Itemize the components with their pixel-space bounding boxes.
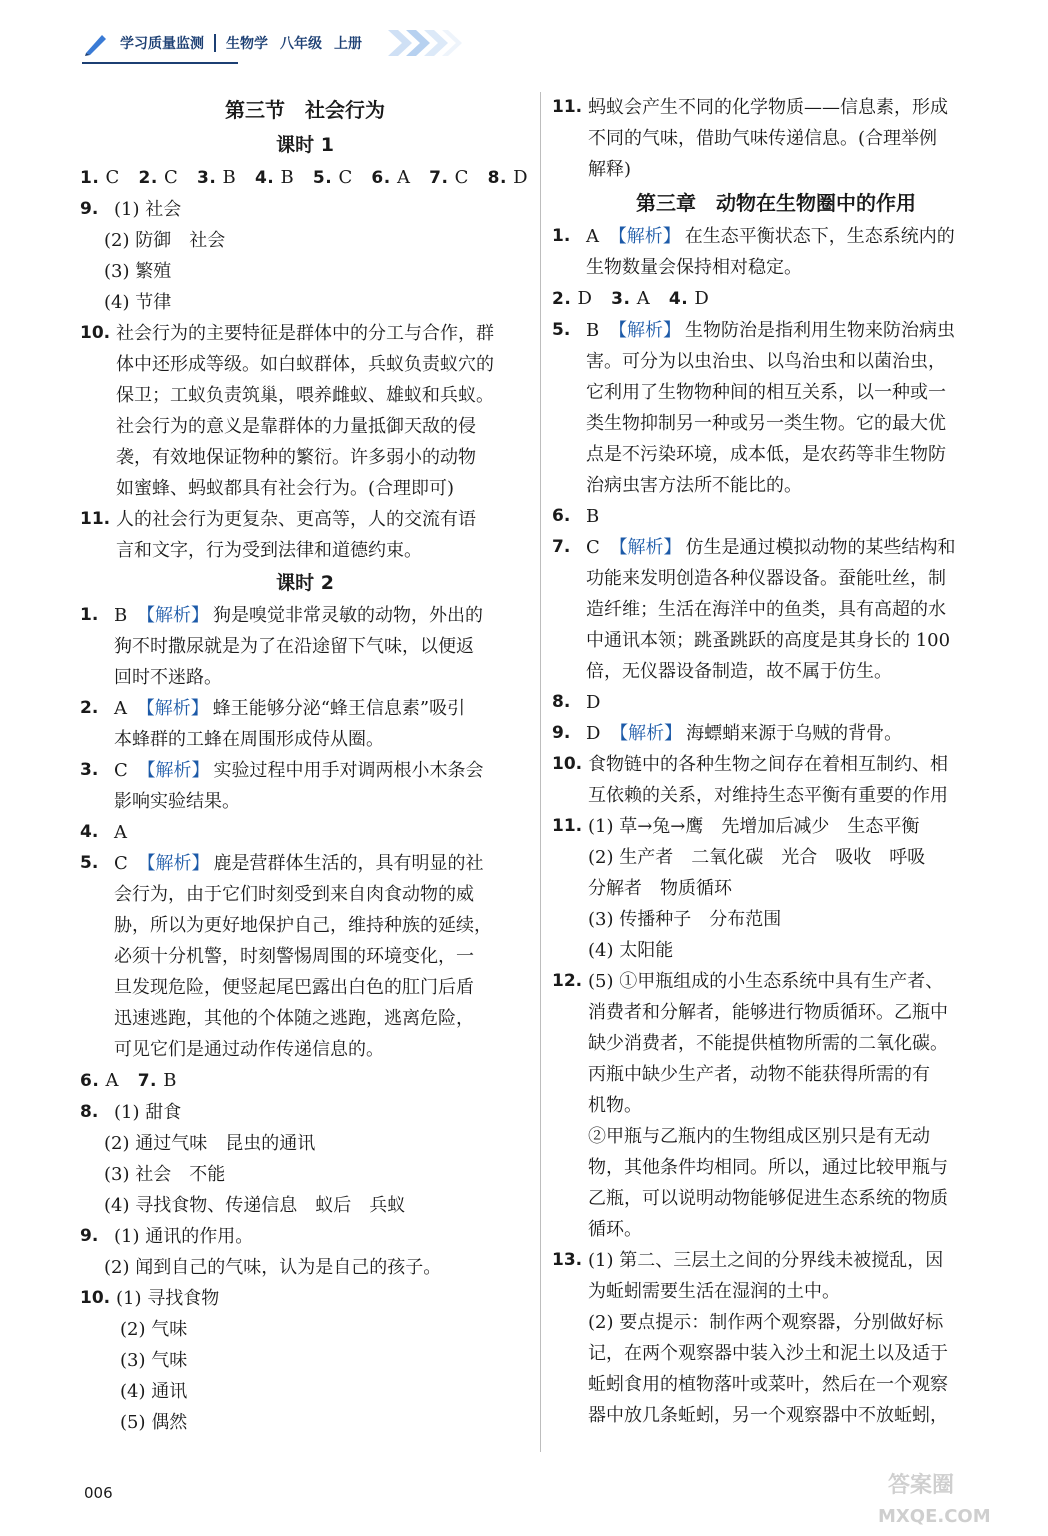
answer-line: (4) 寻找食物、传递信息 蚁后 兵蚁 [104, 1195, 406, 1216]
analysis-tag: 【解析】 [137, 760, 210, 781]
answer-line: (2) 气味 [120, 1319, 188, 1340]
lesson2-question-4: 4. A [80, 822, 127, 843]
analysis-tag: 【解析】 [136, 698, 209, 719]
mc-item: 3. B [197, 167, 237, 188]
mc-item: 4. D [668, 288, 710, 309]
chapter-question-12: 12. (5) ①甲瓶组成的小生态系统中具有生产者、 消费者和分解者，能够进行物质循环。乙瓶中 缺少消费者，不能提供植物所需的二氧化碳。 丙瓶中缺少生产者，动物不能获得所需的有 机物。 ②甲瓶与乙瓶内的生物组成区别只是有无动 物，其他条件均相同。所以，通过比较甲瓶与 乙瓶，可以说明动物能够促进生态系统的物质 循环。 [552, 971, 948, 1240]
mc-answers-row [552, 283, 1000, 315]
answer-line: (3) 社会 不能 [104, 1164, 226, 1185]
mc-answers-row [80, 162, 530, 194]
mc-item: 1. C [80, 167, 120, 188]
mc-item: 2. C [138, 167, 179, 188]
right-column [552, 92, 1000, 1431]
lesson2-title: 课时 2 [276, 572, 334, 594]
lesson1-title: 课时 1 [276, 134, 334, 156]
grade-label: 八年级 [280, 36, 322, 52]
left-column [80, 92, 530, 1438]
watermark-url: MXQE.COM [878, 1506, 991, 1527]
question-11: 11. 人的社会行为更复杂、更高等，人的交流有语 言和文字，行为受到法律和道德约束。 [80, 509, 476, 561]
book-meta [226, 33, 362, 53]
mc-item: 5. C [312, 167, 353, 188]
answer-line: (3) 繁殖 [104, 261, 172, 282]
lesson2-question-3: 3. C 【解析】 实验过程中用手对调两根小木条会 影响实验结果。 [80, 760, 484, 812]
lesson2-question-2: 2. A 【解析】 蜂王能够分泌“蜂王信息素”吸引 本蜂群的工蜂在周围形成侍从圈。 [80, 698, 466, 750]
header-underline [82, 62, 238, 64]
answer-line: (1) 社会 [114, 199, 182, 220]
chapter-title: 第三章 动物在生物圈中的作用 [636, 191, 916, 215]
chapter-question-1: 1. A 【解析】 在生态平衡状态下，生态系统内的 生物数量会保持相对稳定。 [552, 226, 955, 278]
mc-item: 8. D [487, 167, 529, 188]
header-separator [214, 34, 216, 52]
mc-item: 7. B [137, 1070, 177, 1091]
answer-line: (2) 闻到自己的气味，认为是自己的孩子。 [104, 1257, 442, 1278]
lesson2-question-1: 1. B 【解析】 狗是嗅觉非常灵敏的动物，外出的 狗不时撒尿就是为了在沿途留下气味，以便返 回时不迷路。 [80, 605, 483, 688]
answer-line: (4) 通讯 [120, 1381, 188, 1402]
mc-item: 3. A [611, 288, 651, 309]
mc-item: 4. B [254, 167, 295, 188]
mc-answers-row [80, 1065, 530, 1097]
analysis-tag: 【解析】 [608, 226, 681, 247]
question-9: 9. (1) 社会 [80, 194, 530, 225]
chapter-question-13: 13. (1) 第二、三层土之间的分界线未被搅乱，因 为蚯蚓需要生活在湿润的土中。 (2) 要点提示：制作两个观察器，分别做好标 记，在两个观察器中装入沙土和泥土以及适于 蚯蚓食用的植物落叶或菜叶，然后在一个观察 器中放几条蚯蚓，另一个观察器中不放蚯蚓， [552, 1250, 948, 1426]
column-divider [540, 92, 541, 1452]
chapter-question-10: 10. 食物链中的各种生物之间存在着相互制约、相 互依赖的关系，对维持生态平衡有重要的作用 [552, 754, 948, 806]
answer-line: (2) 防御 社会 [104, 230, 226, 251]
lesson2-question-9: 9. (1) 通讯的作用。 [80, 1226, 254, 1247]
lesson2-question-10: 10. (1) 寻找食物 [80, 1288, 220, 1309]
chapter-question-8: 8. D [552, 692, 601, 713]
question-10: 10. 社会行为的主要特征是群体中的分工与合作，群 体中还形成等级。如白蚁群体，兵蚁负责蚁穴的 保卫；工蚁负责筑巢，喂养雌蚁、雄蚁和兵蚁。 社会行为的意义是靠群体的力量抵御天敌的侵 袭，有效地保证物种的繁衍。许多弱小的动物 如蜜蜂、蚂蚁都具有社会行为。(合理即可) [80, 323, 494, 499]
answer-line: (5) 偶然 [120, 1412, 188, 1433]
volume-label: 上册 [334, 36, 362, 52]
analysis-tag: 【解析】 [609, 537, 682, 558]
lesson2-question-8: 8. (1) 甜食 [80, 1102, 182, 1123]
watermark-text: 答案圈 [888, 1473, 955, 1498]
analysis-tag: 【解析】 [608, 320, 681, 341]
chapter-question-7: 7. C 【解析】 仿生是通过模拟动物的某些结构和 功能来发明创造各种仪器设备。蚕能吐丝，制 造纤维；生活在海洋中的鱼类，具有高超的水 中通讯本领；跳蚤跳跃的高度是其身长的 100 倍，无仪器设备制造，故不属于仿生。 [552, 537, 956, 682]
page-number: 006 [84, 1484, 113, 1502]
analysis-tag: 【解析】 [136, 605, 209, 626]
answer-line: (2) 通过气味 昆虫的通讯 [104, 1133, 316, 1154]
chapter-question-5: 5. B 【解析】 生物防治是指利用生物来防治病虫 害。可分为以虫治虫、以鸟治虫和以菌治虫， 它利用了生物物种间的相互关系，以一种或一 类生物抑制另一种或另一类生物。它的最大优 点是不污染环境，成本低，是农药等非生物防 治病虫害方法所不能比的。 [552, 320, 955, 496]
mc-item: 6. A [371, 167, 411, 188]
answer-line: (4) 节律 [104, 292, 172, 313]
chapter-question-11: 11. (1) 草→兔→鹰 先增加后减少 生态平衡 (2) 生产者 二氧化碳 光合 吸收 呼吸 分解者 物质循环 (3) 传播种子 分布范围 (4) 太阳能 [552, 816, 926, 961]
chapter-question-9: 9. D 【解析】 海螵蛸来源于乌贼的背骨。 [552, 723, 903, 744]
chevron-decoration-icon [388, 28, 468, 58]
brand-title: 学习质量监测 [120, 36, 204, 52]
mc-item: 6. A [80, 1070, 120, 1091]
chapter-question-6: 6. B [552, 506, 600, 527]
mc-item: 2. D [552, 288, 593, 309]
question-11-cont: 11. 蚂蚁会产生不同的化学物质——信息素，形成 不同的气味，借助气味传递信息。(合理举例 解释) [552, 97, 948, 180]
lesson2-question-5: 5. C 【解析】 鹿是营群体生活的，具有明显的社 会行为，由于它们时刻受到来自肉食动物的威 胁，所以为更好地保护自己，维持种族的延续， 必须十分机警，时刻警惕周围的环境变化，一 旦发现危险，便竖起尾巴露出白色的肛门后盾 迅速逃跑，其他的个体随之逃跑，逃离危险， 可见它们是通过动作传递信息的。 [80, 853, 492, 1060]
section-title: 第三节 社会行为 [225, 98, 385, 122]
analysis-tag: 【解析】 [610, 723, 683, 744]
watermark-logo [868, 1462, 1028, 1530]
answer-line: (3) 气味 [120, 1350, 188, 1371]
page-header [82, 26, 468, 60]
mc-item: 7. C [429, 167, 469, 188]
pen-icon [82, 29, 110, 57]
analysis-tag: 【解析】 [137, 853, 210, 874]
subject-label: 生物学 [226, 36, 268, 52]
